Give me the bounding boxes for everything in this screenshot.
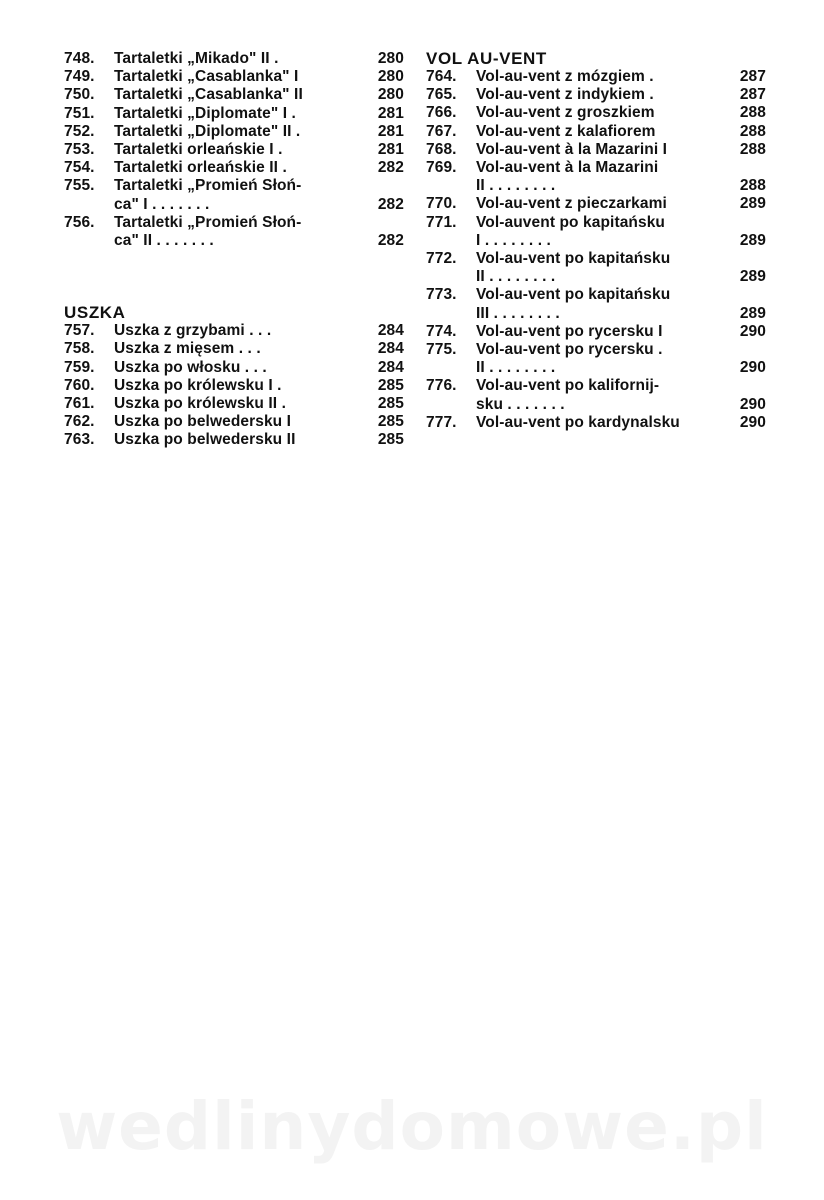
entry-number: 774.: [426, 322, 457, 340]
entry-number: 773.: [426, 286, 457, 304]
entry-title-line: [476, 396, 732, 414]
entry-title-line: [476, 214, 732, 232]
entry-number: 770.: [426, 195, 457, 213]
entry-title-text: ca" I . . . . . . .: [114, 195, 210, 213]
index-entry: [426, 123, 766, 141]
entry-title-line: [476, 250, 732, 268]
index-entry: [64, 431, 404, 449]
entry-page-number: 290: [739, 413, 766, 431]
index-entry: [426, 414, 766, 432]
index-entry: [64, 322, 404, 340]
entry-title-text: sku . . . . . . .: [476, 395, 565, 413]
entry-number: 771.: [426, 213, 457, 231]
entry-title-line: [114, 68, 370, 86]
entry-title-text: Tartaletki „Promień Słoń-: [114, 213, 302, 231]
entry-title: [476, 214, 732, 250]
entry-title-text: Tartaletki „Diplomate" I .: [114, 104, 296, 122]
entry-title-text: Tartaletki „Casablanka" I: [114, 68, 299, 86]
entry-title-text: Vol-au-vent po kalifornij-: [476, 377, 660, 395]
entry-title: [476, 414, 732, 432]
entry-page-number: 290: [739, 322, 766, 340]
entry-page-number: 285: [377, 395, 404, 413]
watermark: wedlinydomowe.pl: [56, 1088, 768, 1165]
index-entry: [426, 195, 766, 213]
section-heading-vol-au-vent: VOL AU-VENT: [426, 49, 547, 68]
entry-title: [476, 377, 732, 413]
entry-title-line: [114, 431, 370, 449]
entry-title-line: [476, 141, 732, 159]
entry-page-number: 282: [377, 232, 404, 250]
entry-title-line: [476, 177, 732, 195]
entry-page-number: 284: [377, 340, 404, 358]
index-entry: [64, 105, 404, 123]
entry-title-text: Tartaletki „Diplomate" II .: [114, 122, 301, 140]
entry-title-line: [476, 68, 732, 86]
entry-title-line: [114, 395, 370, 413]
index-entry: [64, 123, 404, 141]
entry-page-number: 287: [739, 86, 766, 104]
index-entry: [64, 68, 404, 86]
entry-title-text: Tartaletki „Mikado" II .: [114, 50, 279, 67]
entry-title-text: Uszka po włosku . . .: [114, 358, 267, 376]
entry-title-line: [476, 195, 732, 213]
entry-title: [476, 159, 732, 195]
entry-title-text: III . . . . . . . .: [476, 304, 560, 322]
entry-number: 751.: [64, 104, 95, 122]
entry-title-line: [114, 86, 370, 104]
entry-title: [114, 177, 370, 213]
entry-title-line: [476, 86, 732, 104]
entry-number: 758.: [64, 340, 95, 358]
entry-title-text: Vol-au-vent z pieczarkami: [476, 195, 667, 213]
entry-title-text: Vol-au-vent po rycersku I: [476, 322, 663, 340]
entry-title-text: Vol-au-vent z mózgiem .: [476, 68, 654, 85]
entry-page-number: 288: [739, 122, 766, 140]
entry-title-line: [114, 413, 370, 431]
section-gap: [64, 250, 404, 304]
entry-page-number: 285: [377, 413, 404, 431]
entry-number: 752.: [64, 122, 95, 140]
entry-title: [476, 286, 732, 322]
entry-title-text: II . . . . . . . .: [476, 359, 556, 377]
entry-number: 767.: [426, 122, 457, 140]
entry-number: 761.: [64, 395, 95, 413]
entry-page-number: 287: [739, 68, 766, 85]
index-entry: [64, 50, 404, 68]
entry-title: [114, 141, 370, 159]
entry-page-number: 290: [739, 359, 766, 377]
entry-title-line: [476, 305, 732, 323]
entry-title-text: Vol-au-vent à la Mazarini I: [476, 140, 668, 158]
entry-title-line: [114, 177, 370, 195]
entry-title: [476, 104, 732, 122]
vol-au-vent-entries: [426, 68, 766, 432]
entry-page-number: 281: [377, 141, 404, 159]
index-column-right: [426, 50, 766, 432]
entry-title-line: [114, 50, 370, 68]
entry-title-line: [114, 196, 370, 214]
entry-title: [476, 141, 732, 159]
entry-number: 754.: [64, 159, 95, 177]
entry-title-line: [114, 232, 370, 250]
entry-number: 776.: [426, 377, 457, 395]
index-entry: [64, 86, 404, 104]
entry-title-line: [476, 341, 732, 359]
entry-title: [476, 323, 732, 341]
entry-title: [476, 68, 732, 86]
entry-number: 750.: [64, 86, 95, 104]
entry-number: 764.: [426, 68, 457, 85]
entry-page-number: 288: [739, 140, 766, 158]
entry-title-text: Vol-au-vent po kapitańsku: [476, 286, 671, 304]
entry-page-number: 280: [377, 50, 404, 67]
entry-title-line: [114, 159, 370, 177]
entry-page-number: 289: [739, 195, 766, 213]
entry-title: [114, 159, 370, 177]
entry-title-line: [476, 414, 732, 432]
entry-number: 762.: [64, 413, 95, 431]
entry-title-text: II . . . . . . . .: [476, 268, 556, 286]
entry-title-line: [476, 377, 732, 395]
entry-number: 772.: [426, 250, 457, 268]
entry-title-text: Uszka po królewsku I .: [114, 376, 282, 394]
entry-page-number: 289: [739, 268, 766, 286]
index-entry: [64, 413, 404, 431]
entry-title-line: [476, 104, 732, 122]
index-entry: [64, 340, 404, 358]
entry-title-text: Tartaletki „Promień Słoń-: [114, 177, 302, 195]
entry-number: 775.: [426, 341, 457, 359]
entry-title: [476, 123, 732, 141]
entry-number: 749.: [64, 68, 95, 86]
entry-title: [114, 86, 370, 104]
entry-page-number: 282: [377, 159, 404, 177]
index-entry: [64, 214, 404, 250]
entry-title: [476, 195, 732, 213]
index-entry: [64, 177, 404, 213]
entry-number: 768.: [426, 140, 457, 158]
entry-title: [114, 105, 370, 123]
index-entry: [426, 377, 766, 413]
index-entry: [426, 104, 766, 122]
entry-title: [114, 359, 370, 377]
entry-title: [476, 250, 732, 286]
entry-title-text: Vol-au-vent z groszkiem: [476, 104, 655, 122]
entry-title: [114, 377, 370, 395]
entry-title-line: [476, 268, 732, 286]
section-heading-uszka: USZKA: [64, 303, 126, 323]
entry-number: 766.: [426, 104, 457, 122]
entry-title-text: Tartaletki „Casablanka" II: [114, 86, 303, 104]
entry-title-line: [114, 141, 370, 159]
entry-page-number: 290: [739, 395, 766, 413]
entry-title: [114, 123, 370, 141]
entry-title-text: Vol-auvent po kapitańsku: [476, 213, 666, 231]
entry-title-text: Uszka po belwedersku I: [114, 413, 292, 431]
index-entry: [64, 141, 404, 159]
index-entry: [426, 159, 766, 195]
entry-number: 777.: [426, 413, 457, 431]
entry-title: [114, 68, 370, 86]
entry-page-number: 289: [739, 231, 766, 249]
entry-title: [476, 86, 732, 104]
index-entry: [426, 214, 766, 250]
entry-title-text: Tartaletki orleańskie II .: [114, 159, 287, 177]
index-entry: [64, 159, 404, 177]
entry-title-line: [114, 340, 370, 358]
entry-title-text: Vol-au-vent à la Mazarini: [476, 159, 659, 177]
entry-title-line: [476, 323, 732, 341]
entry-page-number: 280: [377, 86, 404, 104]
entry-number: 755.: [64, 177, 95, 195]
index-entry: [426, 86, 766, 104]
entry-title-text: Vol-au-vent po kapitańsku: [476, 250, 671, 268]
entry-title-text: Vol-au-vent z kalafiorem: [476, 122, 656, 140]
entry-title-text: Uszka z mięsem . . .: [114, 340, 261, 358]
entry-title-line: [114, 322, 370, 340]
index-column-left: [64, 50, 404, 450]
entry-title-text: Uszka po królewsku II .: [114, 395, 286, 413]
index-entry: [426, 323, 766, 341]
entry-page-number: 285: [377, 431, 404, 449]
entry-title: [114, 322, 370, 340]
entry-title-text: Vol-au-vent z indykiem .: [476, 86, 654, 104]
entry-title-line: [476, 232, 732, 250]
index-entry: [426, 141, 766, 159]
entry-number: 756.: [64, 213, 95, 231]
index-entry: [426, 250, 766, 286]
entry-number: 757.: [64, 322, 95, 340]
entry-title-line: [476, 123, 732, 141]
index-entry: [64, 377, 404, 395]
index-entry: [64, 359, 404, 377]
entry-page-number: 281: [377, 104, 404, 122]
entry-number: 748.: [64, 50, 95, 67]
entry-number: 760.: [64, 376, 95, 394]
entry-page-number: 281: [377, 122, 404, 140]
entry-title-line: [476, 286, 732, 304]
entry-page-number: 288: [739, 104, 766, 122]
entry-page-number: 285: [377, 376, 404, 394]
entry-page-number: 289: [739, 304, 766, 322]
entry-number: 759.: [64, 358, 95, 376]
tartaletki-entries: [64, 50, 404, 250]
entry-number: 769.: [426, 159, 457, 177]
entry-title: [114, 214, 370, 250]
entry-title: [114, 340, 370, 358]
index-entry: [426, 286, 766, 322]
entry-title: [114, 395, 370, 413]
entry-page-number: 284: [377, 358, 404, 376]
index-entry: [64, 395, 404, 413]
entry-title-text: Vol-au-vent po kardynalsku: [476, 413, 680, 431]
entry-title-line: [476, 159, 732, 177]
entry-title-text: Uszka z grzybami . . .: [114, 322, 272, 340]
entry-title-text: II . . . . . . . .: [476, 177, 556, 195]
entry-title-line: [476, 359, 732, 377]
entry-page-number: 282: [377, 195, 404, 213]
entry-title: [476, 341, 732, 377]
index-entry: [426, 341, 766, 377]
entry-number: 765.: [426, 86, 457, 104]
entry-title-text: ca" II . . . . . . .: [114, 232, 214, 250]
uszka-entries: [64, 322, 404, 449]
entry-number: 763.: [64, 431, 95, 449]
index-entry: [426, 68, 766, 86]
entry-title: [114, 413, 370, 431]
entry-title: [114, 50, 370, 68]
entry-title-line: [114, 105, 370, 123]
entry-title-text: I . . . . . . . .: [476, 231, 551, 249]
entry-page-number: 284: [377, 322, 404, 340]
entry-number: 753.: [64, 141, 95, 159]
entry-title-line: [114, 123, 370, 141]
entry-title-line: [114, 214, 370, 232]
entry-title-text: Vol-au-vent po rycersku .: [476, 341, 663, 359]
entry-page-number: 280: [377, 68, 404, 86]
entry-title-text: Uszka po belwedersku II: [114, 431, 296, 449]
entry-title-line: [114, 359, 370, 377]
entry-title-text: Tartaletki orleańskie I .: [114, 141, 283, 159]
entry-page-number: 288: [739, 177, 766, 195]
entry-title: [114, 431, 370, 449]
entry-title-line: [114, 377, 370, 395]
